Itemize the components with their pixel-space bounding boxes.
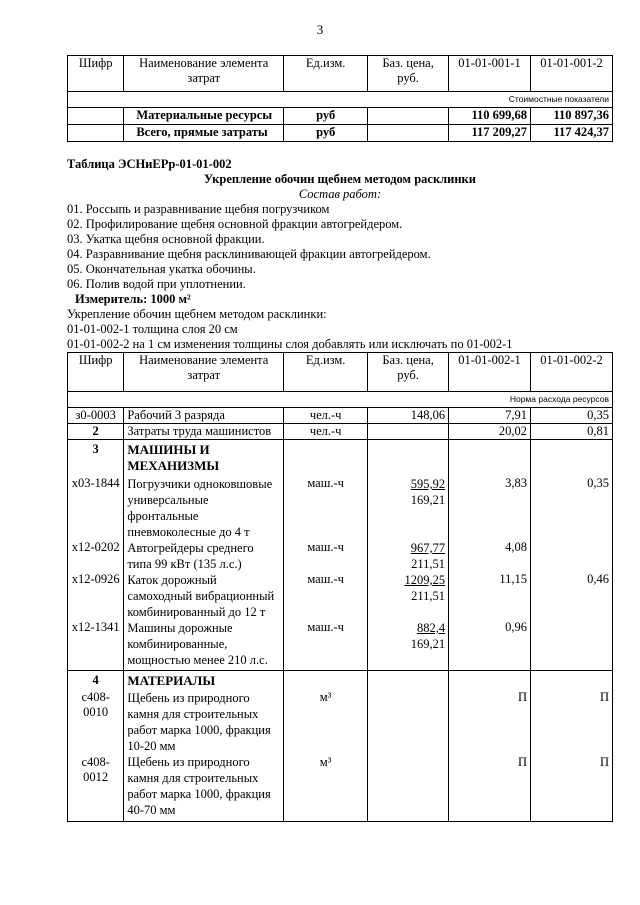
machine-code: х12-0202	[71, 540, 120, 554]
material-name: камня для строительных	[127, 707, 259, 721]
row-name: Материальные ресурсы	[124, 108, 284, 125]
machine-name: комбинированные,	[127, 637, 228, 651]
material-name: 40-70 мм	[127, 803, 176, 817]
machine-wage: 211,51	[411, 557, 446, 571]
work-item: 01. Россыпь и разравнивание щебня погрузчиком	[67, 202, 330, 216]
machine-price: 595,92	[410, 477, 446, 491]
machine-name: Каток дорожный	[127, 573, 217, 587]
machine-unit: маш.-ч	[307, 476, 344, 490]
table-header-row	[68, 56, 613, 92]
work-title: Состав работ:	[298, 187, 382, 201]
section-heading: Укрепление обочин щебнем методом расклинки	[204, 172, 476, 186]
table-row	[68, 125, 613, 142]
material-code: с408-0010	[81, 690, 110, 719]
machine-unit: маш.-ч	[307, 620, 344, 634]
material-unit: м³	[319, 690, 332, 704]
note-line: 01-01-002-1 толщина слоя 20 см	[67, 322, 238, 336]
table-row	[68, 424, 613, 440]
machine-price: 1209,25	[404, 573, 446, 587]
material-unit: м³	[319, 755, 332, 769]
header-unit: Ед.изм.	[284, 56, 368, 92]
row-value-1: 110 699,68	[449, 108, 531, 125]
row-value-1: 7,91	[449, 408, 531, 424]
header-price: Баз. цена, руб.	[368, 353, 449, 392]
meter-label: Измеритель: 1000 м²	[75, 292, 191, 306]
header-col5: 01-01-001-1	[449, 56, 531, 92]
row-name: Рабочий 3 разряда	[124, 408, 284, 424]
subheader-label: Стоимостные показатели	[68, 92, 613, 108]
material-name: Щебень из природного	[127, 755, 250, 769]
work-item: 03. Укатка щебня основной фракции.	[67, 232, 265, 246]
row-unit: руб	[284, 125, 368, 142]
machine-unit: маш.-ч	[307, 572, 344, 586]
machine-name: Машины дорожные	[127, 621, 233, 635]
table-subheader-row	[68, 92, 613, 108]
subheader-label: Норма расхода ресурсов	[68, 392, 613, 408]
work-item: 04. Разравнивание щебня расклинивающей фракции автогрейдером.	[67, 247, 431, 261]
row-value-1: 20,02	[449, 424, 531, 440]
machine-value-1: 11,15	[499, 572, 528, 586]
header-name: Наименование элемента затрат	[124, 56, 284, 92]
material-name: работ марка 1000, фракция	[127, 787, 271, 801]
row-price: 148,06	[368, 408, 449, 424]
table-subheader-row	[68, 392, 613, 408]
material-name: работ марка 1000, фракция	[127, 723, 271, 737]
table-row	[68, 108, 613, 125]
row-unit: руб	[284, 108, 368, 125]
machine-code: х12-1341	[71, 620, 120, 634]
machine-name: универсальные	[127, 493, 209, 507]
group-code: 4	[92, 673, 99, 687]
note-line: Укрепление обочин щебнем методом расклинки:	[67, 307, 327, 321]
machine-value-2: 0,35	[587, 476, 609, 490]
cost-table	[67, 55, 613, 142]
machine-unit: маш.-ч	[307, 540, 344, 554]
material-name: 10-20 мм	[127, 739, 176, 753]
header-name: Наименование элемента затрат	[124, 353, 284, 392]
machine-value-1: 3,83	[505, 476, 528, 490]
machine-wage: 169,21	[410, 493, 446, 507]
row-code: з0-0003	[68, 408, 124, 424]
machine-code: х03-1844	[71, 476, 120, 490]
header-col6: 01-01-001-2	[531, 56, 613, 92]
machine-code: х12-0926	[71, 572, 120, 586]
row-value-2: 110 897,36	[531, 108, 613, 125]
material-name: Щебень из природного	[127, 691, 250, 705]
resource-table	[67, 352, 613, 822]
machines-group	[68, 440, 613, 671]
group-title: МЕХАНИЗМЫ	[127, 458, 220, 473]
row-name: Затраты труда машинистов	[124, 424, 284, 440]
material-value-1: П	[517, 690, 528, 704]
machine-name: пневмоколесные до 4 т	[127, 525, 250, 539]
material-code: с408-0012	[81, 755, 110, 784]
group-title: МАШИНЫ И	[127, 442, 210, 457]
material-name: камня для строительных	[127, 771, 259, 785]
section-text	[67, 157, 627, 352]
material-value-2: П	[599, 690, 609, 704]
machine-name: Погрузчики одноковшовые	[127, 477, 273, 491]
material-value-2: П	[599, 755, 609, 769]
note-line: 01-01-002-2 на 1 см изменения толщины слоя добавлять или исключать по 01-002-1	[67, 337, 513, 351]
machine-name: типа 99 кВт (135 л.с.)	[127, 557, 242, 571]
work-item: 02. Профилирование щебня основной фракции автогрейдером.	[67, 217, 403, 231]
machine-value-1: 0,96	[505, 620, 528, 634]
table-row	[68, 408, 613, 424]
header-col6: 01-01-002-2	[531, 353, 613, 392]
row-value-1: 117 209,27	[449, 125, 531, 142]
machine-wage: 211,51	[411, 589, 446, 603]
machine-wage: 169,21	[410, 637, 446, 651]
header-code: Шифр	[68, 353, 124, 392]
row-price	[368, 424, 449, 440]
page-number: 3	[316, 22, 324, 37]
machine-value-2	[534, 540, 609, 572]
machine-name: комбинированный до 12 т	[127, 605, 266, 619]
table-title: Таблица ЭСНиЕРр-01-01-002	[67, 157, 232, 171]
machine-name: самоходный вибрационный	[127, 589, 275, 603]
machine-name: фронтальные	[127, 509, 199, 523]
machine-name: Автогрейдеры среднего	[127, 541, 254, 555]
machine-value-2	[534, 620, 609, 670]
machine-value-2: 0,46	[587, 572, 609, 586]
header-col5: 01-01-002-1	[449, 353, 531, 392]
header-unit: Ед.изм.	[284, 353, 368, 392]
machine-name: мощностью менее 210 л.с.	[127, 653, 268, 667]
row-code: 2	[68, 424, 124, 440]
row-value-2: 0,81	[531, 424, 613, 440]
machine-price: 882,4	[416, 621, 446, 635]
table-header-row	[68, 353, 613, 392]
header-code: Шифр	[68, 56, 124, 92]
group-title: МАТЕРИАЛЫ	[127, 673, 216, 688]
row-unit: чел.-ч	[284, 424, 368, 440]
work-item: 06. Полив водой при уплотнении.	[67, 277, 246, 291]
work-item: 05. Окончательная укатка обочины.	[67, 262, 256, 276]
header-price: Баз. цена, руб.	[368, 56, 449, 92]
row-value-2: 117 424,37	[531, 125, 613, 142]
materials-group	[68, 671, 613, 822]
machine-value-1: 4,08	[505, 540, 528, 554]
row-unit: чел.-ч	[284, 408, 368, 424]
row-value-2: 0,35	[531, 408, 613, 424]
machine-price: 967,77	[410, 541, 446, 555]
material-value-1: П	[517, 755, 528, 769]
row-name: Всего, прямые затраты	[124, 125, 284, 142]
group-code: 3	[92, 442, 99, 456]
